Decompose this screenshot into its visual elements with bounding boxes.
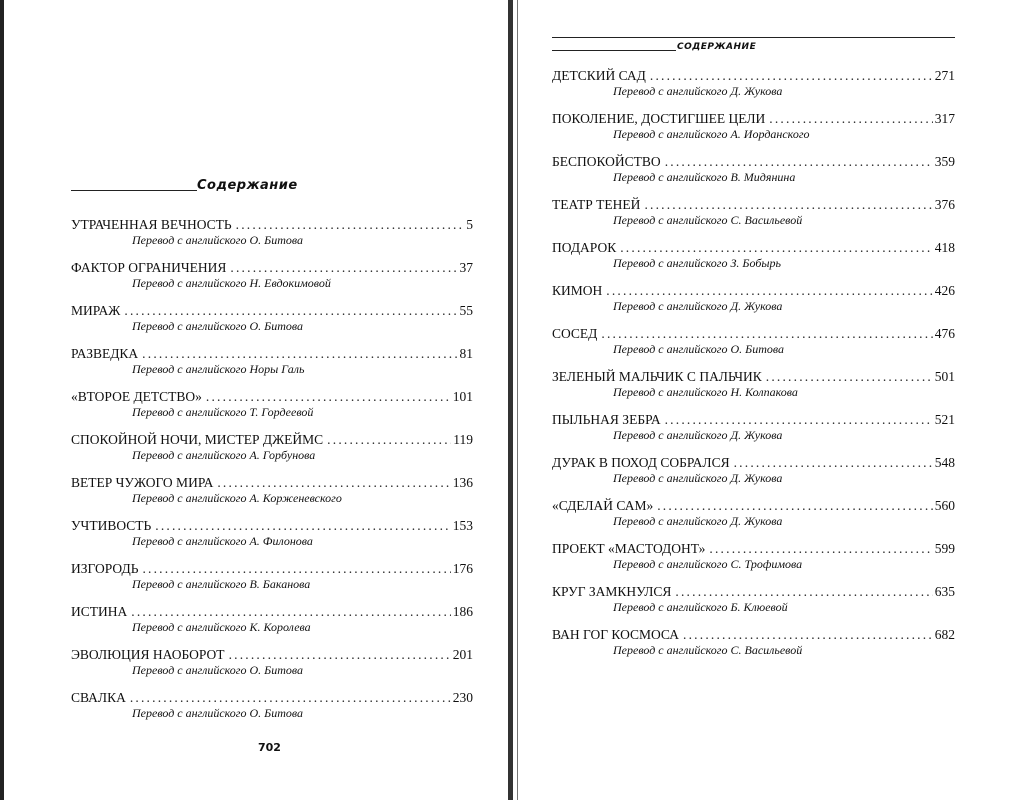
toc-entry-line [71,517,473,534]
toc-title: ИЗГОРОДЬ [71,561,139,576]
toc-translator: Перевод с английского С. Трофимова [613,557,803,571]
left-heading-title: Содержание [197,178,298,193]
toc-page-number: 418 [934,240,955,255]
toc-entry-line [71,216,473,233]
toc-entry-line [552,153,955,170]
toc-entry [552,583,955,626]
toc-entry [71,517,473,560]
toc-translator: Перевод с английского Н. Колпакова [613,385,798,399]
toc-entry [552,497,955,540]
toc-title: ЭВОЛЮЦИЯ НАОБОРОТ [71,647,225,662]
dot-leader [665,411,933,428]
toc-page-number: 186 [452,604,473,619]
running-head-topline [552,37,955,38]
toc-entry [552,153,955,196]
running-head-rule [552,50,676,51]
toc-translator: Перевод с английского О. Битова [132,663,304,677]
dot-leader [124,302,457,319]
toc-entry-line [552,368,955,385]
dot-leader [217,474,450,491]
dot-leader [229,646,451,663]
toc-entry-line [552,497,955,514]
dot-leader [236,216,465,233]
toc-entry-line [71,431,473,448]
dot-leader [230,259,457,276]
right-running-head [552,37,955,53]
toc-title: КРУГ ЗАМКНУЛСЯ [552,584,672,599]
toc-title: БЕСПОКОЙСТВО [552,154,661,169]
toc-translator: Перевод с английского Н. Евдокимовой [132,276,331,290]
toc-entry-line [552,110,955,127]
dot-leader [601,325,932,342]
toc-page-number: 230 [452,690,473,705]
toc-entry [71,216,473,259]
left-heading [71,178,471,194]
toc-entry [71,603,473,646]
toc-title: ПОКОЛЕНИЕ, ДОСТИГШЕЕ ЦЕЛИ [552,111,766,126]
toc-translator: Перевод с английского В. Мидянина [613,170,796,184]
toc-title: МИРАЖ [71,303,121,318]
toc-translator: Перевод с английского О. Битова [132,706,304,720]
toc-entry-line [71,646,473,663]
toc-entry [552,626,955,669]
toc-title: СОСЕД [552,326,598,341]
dot-leader [131,603,451,620]
toc-entry-line [71,388,473,405]
toc-entry [552,196,955,239]
toc-entry [552,540,955,583]
toc-title: «ВТОРОЕ ДЕТСТВО» [71,389,202,404]
toc-translator: Перевод с английского А. Филонова [132,534,313,548]
dot-leader [327,431,451,448]
toc-title: ИСТИНА [71,604,128,619]
toc-title: ДУРАК В ПОХОД СОБРАЛСЯ [552,455,730,470]
toc-translator: Перевод с английского В. Баканова [132,577,311,591]
toc-title: РАЗВЕДКА [71,346,139,361]
toc-entry-line [552,67,955,84]
toc-page-number: 5 [466,217,473,232]
dot-leader [665,153,933,170]
toc-list-right [552,67,955,669]
toc-entry-line [552,282,955,299]
dot-leader [142,345,457,362]
toc-title: ЗЕЛЕНЫЙ МАЛЬЧИК С ПАЛЬЧИК [552,369,762,384]
toc-page-number: 426 [934,283,955,298]
toc-title: ВЕТЕР ЧУЖОГО МИРА [71,475,214,490]
toc-entry-line [71,302,473,319]
toc-title: КИМОН [552,283,603,298]
toc-title: ПОДАРОК [552,240,617,255]
toc-translator: Перевод с английского Т. Гордеевой [132,405,314,419]
page-number: 702 [258,741,281,754]
toc-entry [552,454,955,497]
toc-entry [552,67,955,110]
toc-translator: Перевод с английского О. Битова [613,342,785,356]
toc-translator: Перевод с английского С. Васильевой [613,213,803,227]
toc-page-number: 317 [934,111,955,126]
dot-leader [606,282,932,299]
dot-leader [142,560,450,577]
dot-leader [155,517,451,534]
dot-leader [683,626,933,643]
toc-entry [552,411,955,454]
toc-entry [71,646,473,689]
dot-leader [709,540,932,557]
toc-translator: Перевод с английского Д. Жукова [613,299,783,313]
toc-entry-line [71,603,473,620]
toc-list-left [71,216,473,732]
toc-entry [552,282,955,325]
toc-page-number: 560 [934,498,955,513]
dot-leader [766,368,933,385]
toc-entry [552,239,955,282]
toc-translator: Перевод с английского Б. Клюевой [613,600,788,614]
toc-entry [71,474,473,517]
toc-page-number: 81 [459,346,473,361]
toc-title: ПРОЕКТ «МАСТОДОНТ» [552,541,706,556]
toc-translator: Перевод с английского Д. Жукова [613,471,783,485]
heading-rule [71,190,197,191]
book-spine [508,0,513,800]
toc-page-number: 376 [934,197,955,212]
toc-page-number: 201 [452,647,473,662]
toc-entry-line [552,583,955,600]
toc-entry [552,110,955,153]
toc-entry [71,431,473,474]
left-page-edge [0,0,4,800]
toc-title: СПОКОЙНОЙ НОЧИ, МИСТЕР ДЖЕЙМС [71,432,324,447]
toc-page-number: 119 [453,432,473,447]
toc-title: «СДЕЛАЙ САМ» [552,498,654,513]
toc-entry-line [71,689,473,706]
toc-page-number: 635 [934,584,955,599]
toc-entry [552,368,955,411]
toc-entry-line [552,239,955,256]
toc-title: ПЫЛЬНАЯ ЗЕБРА [552,412,661,427]
toc-entry-line [552,196,955,213]
toc-title: УЧТИВОСТЬ [71,518,152,533]
toc-entry [71,689,473,732]
toc-title: СВАЛКА [71,690,126,705]
toc-translator: Перевод с английского Д. Жукова [613,514,783,528]
toc-title: ДЕТСКИЙ САД [552,68,646,83]
toc-page-number: 153 [452,518,473,533]
toc-translator: Перевод с английского А. Иорданского [613,127,810,141]
toc-page-number: 101 [452,389,473,404]
toc-entry-line [71,560,473,577]
dot-leader [206,388,451,405]
toc-title: ТЕАТР ТЕНЕЙ [552,197,641,212]
toc-entry-line [71,474,473,491]
toc-page-number: 476 [934,326,955,341]
toc-entry-line [552,540,955,557]
toc-translator: Перевод с английского О. Битова [132,233,304,247]
toc-page-number: 501 [934,369,955,384]
dot-leader [657,497,933,514]
toc-entry [71,560,473,603]
toc-page-number: 599 [934,541,955,556]
toc-page-number: 359 [934,154,955,169]
toc-entry [71,302,473,345]
toc-entry-line [71,345,473,362]
toc-page-number: 136 [452,475,473,490]
toc-entry-line [552,454,955,471]
dot-leader [130,689,451,706]
dot-leader [675,583,932,600]
toc-translator: Перевод с английского А. Горбунова [132,448,316,462]
toc-translator: Перевод с английского А. Корженевского [132,491,342,505]
toc-page-number: 548 [934,455,955,470]
toc-entry-line [552,411,955,428]
dot-leader [650,67,933,84]
toc-entry-line [552,626,955,643]
toc-page-number: 37 [459,260,473,275]
dot-leader [644,196,932,213]
toc-translator: Перевод с английского С. Васильевой [613,643,803,657]
toc-entry [71,259,473,302]
toc-page-number: 271 [934,68,955,83]
toc-title: УТРАЧЕННАЯ ВЕЧНОСТЬ [71,217,232,232]
toc-page-number: 55 [459,303,473,318]
dot-leader [620,239,933,256]
toc-translator: Перевод с английского О. Битова [132,319,304,333]
dot-leader [769,110,932,127]
toc-entry [71,345,473,388]
toc-translator: Перевод с английского Норы Галь [132,362,305,376]
toc-entry-line [71,259,473,276]
toc-title: ВАН ГОГ КОСМОСА [552,627,680,642]
toc-entry-line [552,325,955,342]
toc-translator: Перевод с английского Д. Жукова [613,428,783,442]
right-heading-title: СОДЕРЖАНИЕ [677,42,757,52]
toc-translator: Перевод с английского Д. Жукова [613,84,783,98]
toc-translator: Перевод с английского З. Бобырь [613,256,781,270]
toc-entry [71,388,473,431]
toc-page-number: 682 [934,627,955,642]
toc-page-number: 176 [452,561,473,576]
toc-page-number: 521 [934,412,955,427]
dot-leader [734,454,933,471]
toc-title: ФАКТОР ОГРАНИЧЕНИЯ [71,260,227,275]
spine-line [517,0,518,800]
toc-entry [552,325,955,368]
toc-translator: Перевод с английского К. Королева [132,620,311,634]
